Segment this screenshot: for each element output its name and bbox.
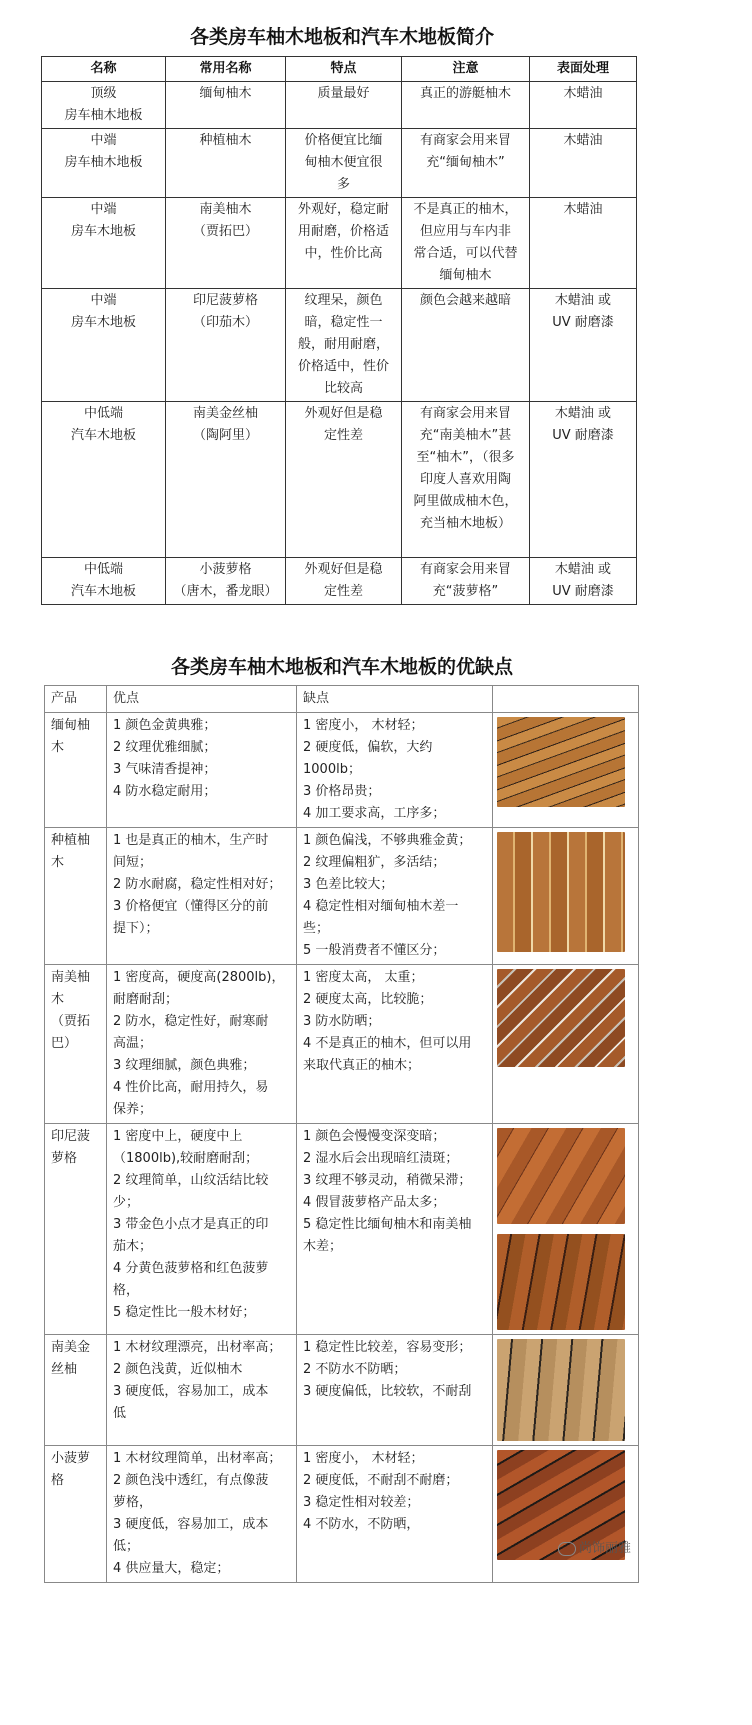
table-cell — [42, 198, 166, 289]
cell-text-line: 低 — [113, 1406, 127, 1421]
cell-text-line: 2 硬度低，偏软，大约 1000lb； — [303, 740, 433, 777]
cell-text-line: 木蜡油 或 — [554, 562, 612, 577]
cell-text-line: 印尼菠萝格 — [192, 293, 258, 308]
cell-text-line: 种植柚 — [51, 833, 91, 848]
column-header: 名称 — [42, 57, 166, 82]
cell-text-line: 用耐磨，价格适 — [297, 224, 389, 239]
column-header: 缺点 — [297, 686, 493, 713]
cell-text-line: 3 色差比较大； — [303, 877, 394, 892]
column-header: 注意 — [402, 57, 530, 82]
cell-text-line: 房车柚木地板 — [64, 155, 143, 170]
wood-photo-cell — [493, 713, 639, 828]
cell-text-line: 萝格， — [113, 1495, 153, 1510]
wood-floor-photo — [497, 969, 625, 1067]
cell-text-line: 3 硬度低，容易加工，成本 — [113, 1517, 269, 1532]
cell-text-line: 价格适中，性价 — [297, 359, 389, 374]
column-header: 常用名称 — [166, 57, 286, 82]
cell-text-line: 外观好但是稳 — [304, 562, 383, 577]
cell-text-line: 有商家会用来冒 — [419, 562, 511, 577]
cell-text-line: 3 硬度低，容易加工，成本 — [113, 1384, 269, 1399]
cell-text-line: 南美柚 — [51, 970, 91, 985]
cell-text-line: 2 纹理简单，山纹活结比较 — [113, 1173, 269, 1188]
cell-text-line: 4 加工要求高，工序多； — [303, 806, 446, 821]
cell-text-line: 3 价格便宜（懂得区分的前 — [113, 899, 269, 914]
cell-text-line: 中低端 — [83, 562, 123, 577]
product-cell — [45, 828, 107, 965]
cell-text-line: 耐磨耐刮； — [113, 992, 179, 1007]
cell-text-line: 小菠萝 — [51, 1451, 91, 1466]
cell-text-line: 价格便宜比缅 — [304, 133, 383, 148]
cell-text-line: 充“菠萝格” — [432, 584, 499, 599]
cell-text-line: 保养； — [113, 1102, 153, 1117]
table-cell — [530, 129, 637, 198]
cell-text-line: 2 防水，稳定性好，耐寒耐 — [113, 1014, 269, 1029]
table-cell — [42, 289, 166, 402]
cell-text-line: 1 木材纹理漂亮，出材率高； — [113, 1340, 282, 1355]
cell-text-line: 格 — [51, 1473, 65, 1488]
cell-text-line: 些； — [303, 921, 330, 936]
cell-text-line: 小菠萝格 — [199, 562, 252, 577]
cell-text-line: 缅甸柚木 — [199, 86, 252, 101]
cell-text-line: （唐木，番龙眼） — [173, 584, 278, 599]
column-header: 特点 — [286, 57, 402, 82]
cell-text-line: 汽车木地板 — [70, 584, 136, 599]
cell-text-line: 常合适，可以代替 — [413, 246, 518, 261]
cell-text-line: 低； — [113, 1539, 140, 1554]
cell-text-line: 有商家会用来冒 — [419, 133, 511, 148]
table-cell — [166, 558, 286, 605]
table-cell — [42, 82, 166, 129]
table-row — [45, 1446, 639, 1583]
table-cell — [286, 558, 402, 605]
cons-cell — [297, 1124, 493, 1335]
wood-floor-photo — [497, 1234, 625, 1330]
cell-text-line: 木差； — [303, 1239, 343, 1254]
table-row — [42, 402, 637, 558]
cell-text-line: 印度人喜欢用陶 — [419, 472, 511, 487]
wood-photo-cell — [493, 1335, 639, 1446]
wood-floor-photo — [497, 717, 625, 807]
cell-text-line: 木蜡油 — [563, 86, 603, 101]
cons-cell — [297, 713, 493, 828]
cell-text-line: 3 稳定性相对较差； — [303, 1495, 420, 1510]
cell-text-line: 充“南美柚木”甚 — [419, 428, 512, 443]
product-cell — [45, 1124, 107, 1335]
cell-text-line: 外观好，稳定耐 — [297, 202, 389, 217]
cell-text-line: 充当柚木地板） — [419, 516, 511, 531]
product-cell — [45, 713, 107, 828]
cell-text-line: 1 密度高，硬度高(2800lb)， — [113, 970, 285, 985]
cell-text-line: 2 硬度太高，比较脆； — [303, 992, 433, 1007]
wood-photo-cell — [493, 828, 639, 965]
cell-text-line: 2 硬度低，不耐刮不耐磨； — [303, 1473, 459, 1488]
table-cell — [530, 402, 637, 558]
cell-text-line: 4 分黄色菠萝格和红色菠萝 — [113, 1261, 269, 1276]
wood-floor-photo — [497, 832, 625, 952]
pros-cell — [107, 965, 297, 1124]
cell-text-line: 木 — [51, 855, 65, 870]
pros-cell — [107, 1446, 297, 1583]
table-cell — [286, 129, 402, 198]
cell-text-line: 至“柚木”，（很多 — [416, 450, 515, 465]
cell-text-line: 南美金 — [51, 1340, 91, 1355]
wood-floor-photo — [497, 1128, 625, 1224]
intro-table — [41, 56, 637, 605]
pros-cons-table-header — [45, 686, 639, 713]
cell-text-line: 巴） — [51, 1036, 78, 1051]
cell-text-line: 木蜡油 或 — [554, 406, 612, 421]
cell-text-line: 4 不是真正的柚木，但可以用 — [303, 1036, 472, 1051]
cell-text-line: 定性差 — [323, 584, 363, 599]
cell-text-line: 2 湿水后会出现暗红渍斑； — [303, 1151, 459, 1166]
cell-text-line: 3 硬度偏低，比较软，不耐刮 — [303, 1384, 472, 1399]
table-cell — [286, 289, 402, 402]
table-cell — [166, 289, 286, 402]
cons-cell — [297, 1446, 493, 1583]
cell-text-line: 1 密度小， 木材轻； — [303, 718, 424, 733]
cell-text-line: 中端 — [90, 293, 117, 308]
column-header — [493, 686, 639, 713]
cell-text-line: 4 稳定性相对缅甸柚木差一 — [303, 899, 459, 914]
cell-text-line: 2 颜色浅黄，近似柚木 — [113, 1362, 243, 1377]
cell-text-line: 中端 — [90, 202, 117, 217]
cell-text-line: 1 木材纹理简单，出材率高； — [113, 1451, 282, 1466]
cell-text-line: （陶阿里） — [192, 428, 258, 443]
cell-text-line: 3 防水防晒； — [303, 1014, 381, 1029]
cell-text-line: （1800lb),较耐磨耐刮； — [113, 1151, 259, 1166]
cell-text-line: （贾拓巴） — [192, 224, 258, 239]
cell-text-line: 有商家会用来冒 — [419, 406, 511, 421]
table-cell — [530, 558, 637, 605]
table-cell — [166, 129, 286, 198]
cell-text-line: 充“缅甸柚木” — [426, 155, 505, 170]
cell-text-line: 1 密度中上，硬度中上 — [113, 1129, 243, 1144]
pros-cons-table — [44, 685, 639, 1583]
product-cell — [45, 1446, 107, 1583]
cell-text-line: 1 颜色会慢慢变深变暗； — [303, 1129, 446, 1144]
table-cell — [402, 82, 530, 129]
table-cell — [402, 198, 530, 289]
table-cell — [402, 129, 530, 198]
table-cell — [166, 82, 286, 129]
table-cell — [286, 402, 402, 558]
cell-text-line: 3 气味清香提神； — [113, 762, 217, 777]
cell-text-line: 5 稳定性比一般木材好； — [113, 1305, 256, 1320]
cell-text-line: 4 供应量大，稳定； — [113, 1561, 230, 1576]
cell-text-line: 比较高 — [323, 381, 363, 396]
pros-cell — [107, 1124, 297, 1335]
watermark — [558, 1537, 631, 1556]
cell-text-line: 多 — [336, 177, 350, 192]
cell-text-line: 汽车木地板 — [70, 428, 136, 443]
cell-text-line: 木 — [51, 992, 65, 1007]
cell-text-line: 房车木地板 — [70, 224, 136, 239]
cell-text-line: 质量最好 — [317, 86, 370, 101]
column-header: 表面处理 — [530, 57, 637, 82]
cell-text-line: 1 密度小， 木材轻； — [303, 1451, 424, 1466]
cell-text-line: 印尼菠 — [51, 1129, 91, 1144]
table-row — [45, 1335, 639, 1446]
table-row — [45, 713, 639, 828]
table-cell — [166, 198, 286, 289]
cons-cell — [297, 1335, 493, 1446]
cell-text-line: 南美柚木 — [199, 202, 252, 217]
cell-text-line: 4 不防水，不防晒， — [303, 1517, 420, 1532]
cell-text-line: 3 价格昂贵； — [303, 784, 381, 799]
table-cell — [402, 289, 530, 402]
cell-text-line: 1 稳定性比较差，容易变形； — [303, 1340, 472, 1355]
cell-text-line: 2 防水耐腐，稳定性相对好； — [113, 877, 282, 892]
cell-text-line: 暗，稳定性一 — [304, 315, 383, 330]
cell-text-line: 阿里做成柚木色， — [413, 494, 518, 509]
product-cell — [45, 1335, 107, 1446]
cell-text-line: 5 稳定性比缅甸柚木和南美柚 — [303, 1217, 472, 1232]
column-header: 优点 — [107, 686, 297, 713]
table-cell — [42, 402, 166, 558]
intro-table-header — [42, 57, 637, 82]
cell-text-line: 2 纹理偏粗犷，多活结； — [303, 855, 446, 870]
cell-text-line: 5 一般消费者不懂区分； — [303, 943, 446, 958]
table-cell — [530, 82, 637, 129]
table-row — [45, 1124, 639, 1335]
pros-cell — [107, 713, 297, 828]
cell-text-line: （印茄木） — [192, 315, 258, 330]
cell-text-line: 间短； — [113, 855, 153, 870]
cell-text-line: UV 耐磨漆 — [552, 315, 614, 330]
table-row — [45, 965, 639, 1124]
cell-text-line: 3 纹理细腻，颜色典雅； — [113, 1058, 256, 1073]
table-cell — [42, 558, 166, 605]
cell-text-line: 中，性价比高 — [304, 246, 383, 261]
table-cell — [42, 129, 166, 198]
cell-text-line: 3 纹理不够灵动，稍微呆滞； — [303, 1173, 472, 1188]
cell-text-line: 定性差 — [323, 428, 363, 443]
cell-text-line: 2 颜色浅中透红，有点像菠 — [113, 1473, 269, 1488]
table-row — [42, 289, 637, 402]
cell-text-line: 少； — [113, 1195, 140, 1210]
table-cell — [530, 198, 637, 289]
cell-text-line: 真正的游艇柚木 — [419, 86, 511, 101]
table-row — [42, 82, 637, 129]
column-header: 产品 — [45, 686, 107, 713]
wood-photo-cell — [493, 1446, 639, 1583]
cell-text-line: 纹理呆，颜色 — [304, 293, 383, 308]
cell-text-line: 但应用与车内非 — [419, 224, 511, 239]
cell-text-line: 般，耐用耐磨， — [297, 337, 389, 352]
cell-text-line: 顶级 — [90, 86, 117, 101]
cell-text-line: 缅甸柚木 — [439, 268, 492, 283]
cell-text-line: 木 — [51, 740, 65, 755]
cell-text-line: 格， — [113, 1283, 140, 1298]
cell-text-line: 4 防水稳定耐用； — [113, 784, 217, 799]
table-row — [42, 129, 637, 198]
wood-floor-photo — [497, 1339, 625, 1441]
cons-cell — [297, 965, 493, 1124]
cell-text-line: 中端 — [90, 133, 117, 148]
cell-text-line: 中低端 — [83, 406, 123, 421]
table-row — [42, 558, 637, 605]
cell-text-line: 1 颜色金黄典雅； — [113, 718, 217, 733]
cell-text-line: 木蜡油 或 — [554, 293, 612, 308]
cell-text-line: UV 耐磨漆 — [552, 428, 614, 443]
cell-text-line: 颜色会越来越暗 — [419, 293, 511, 308]
cell-text-line: 来取代真正的柚木； — [303, 1058, 421, 1073]
cell-text-line: 种植柚木 — [199, 133, 252, 148]
cell-text-line: 甸柚木便宜很 — [304, 155, 383, 170]
cell-text-line: 4 性价比高，耐用持久，易 — [113, 1080, 269, 1095]
table-row — [45, 828, 639, 965]
cell-text-line: 高温； — [113, 1036, 153, 1051]
pros-cell — [107, 828, 297, 965]
cell-text-line: 丝柚 — [51, 1362, 78, 1377]
cell-text-line: 2 纹理优雅细腻； — [113, 740, 217, 755]
table-cell — [166, 402, 286, 558]
cell-text-line: 房车柚木地板 — [64, 108, 143, 123]
product-cell — [45, 965, 107, 1124]
cell-text-line: 茄木； — [113, 1239, 153, 1254]
cell-text-line: 外观好但是稳 — [304, 406, 383, 421]
pros-cell — [107, 1335, 297, 1446]
table-cell — [402, 558, 530, 605]
table-cell — [286, 198, 402, 289]
cell-text-line: 提下）； — [113, 921, 159, 936]
cell-text-line: 3 带金色小点才是真正的印 — [113, 1217, 269, 1232]
cell-text-line: 4 假冒菠萝格产品太多； — [303, 1195, 446, 1210]
table2-title: 各类房车柚木地板和汽车木地板的优缺点 — [170, 656, 513, 678]
cell-text-line: UV 耐磨漆 — [552, 584, 614, 599]
table-cell — [530, 289, 637, 402]
table-row — [42, 198, 637, 289]
cell-text-line: 1 密度太高， 太重； — [303, 970, 424, 985]
cell-text-line: 缅甸柚 — [51, 718, 91, 733]
cell-text-line: 萝格 — [51, 1151, 78, 1166]
table1-title: 各类房车柚木地板和汽车木地板简介 — [189, 26, 494, 48]
cell-text-line: 2 不防水不防晒； — [303, 1362, 407, 1377]
cons-cell — [297, 828, 493, 965]
cell-text-line: （贾拓 — [51, 1014, 91, 1029]
cell-text-line: 木蜡油 — [563, 202, 603, 217]
cell-text-line: 1 颜色偏浅，不够典雅金黄； — [303, 833, 472, 848]
cell-text-line: 不是真正的柚木， — [413, 202, 518, 217]
table-cell — [286, 82, 402, 129]
wechat-icon — [558, 1542, 576, 1556]
watermark-text: 尚饰丽雅 — [579, 1541, 632, 1556]
table-cell — [402, 402, 530, 558]
wood-photo-cell — [493, 1124, 639, 1335]
cell-text-line: 1 也是真正的柚木，生产时 — [113, 833, 269, 848]
wood-photo-cell — [493, 965, 639, 1124]
cell-text-line: 房车木地板 — [70, 315, 136, 330]
cell-text-line: 南美金丝柚 — [192, 406, 258, 421]
cell-text-line: 木蜡油 — [563, 133, 603, 148]
